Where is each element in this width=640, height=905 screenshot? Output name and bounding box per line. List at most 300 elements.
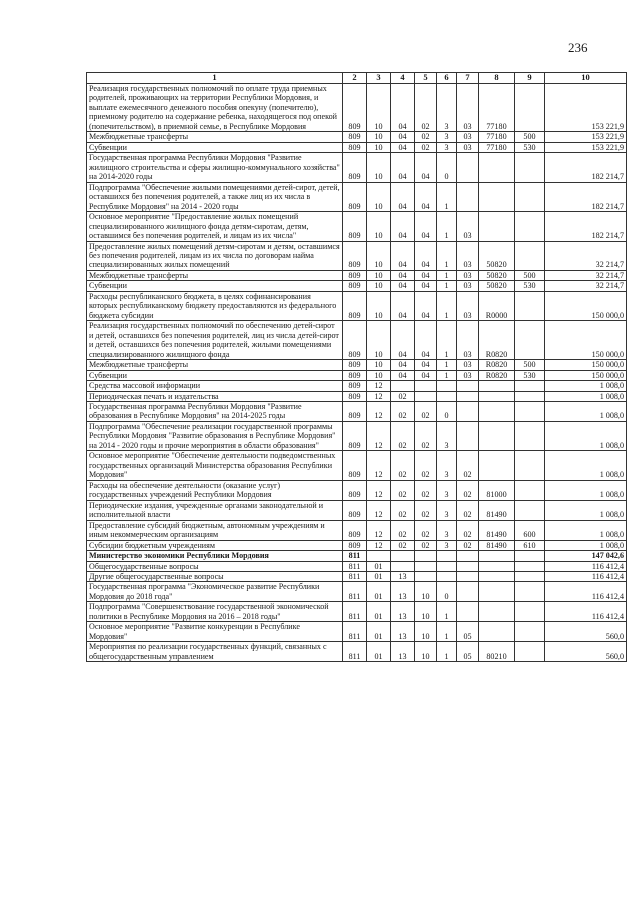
table-row <box>87 281 627 291</box>
subprogram-code-cell: 1 <box>437 642 457 662</box>
row-name-cell: Межбюджетные трансферты <box>87 360 343 370</box>
measure-code-cell <box>457 571 479 581</box>
table-row <box>87 582 627 602</box>
ministry-code-cell: 809 <box>343 182 367 211</box>
program-code-cell: 10 <box>415 642 437 662</box>
measure-code-cell <box>457 551 479 561</box>
header-cell: 2 <box>343 73 367 84</box>
subsection-code-cell: 04 <box>391 370 415 380</box>
subprogram-code-cell: 0 <box>437 402 457 422</box>
section-code-cell: 12 <box>367 421 391 450</box>
subsection-code-cell: 13 <box>391 602 415 622</box>
amount-cell: 153 221,9 <box>545 84 627 132</box>
section-code-cell: 10 <box>367 270 391 280</box>
table-row <box>87 212 627 241</box>
expense-type-code-cell: 500 <box>515 132 545 142</box>
expense-type-code-cell <box>515 602 545 622</box>
direction-code-cell <box>479 153 515 182</box>
section-code-cell: 10 <box>367 153 391 182</box>
header-cell: 9 <box>515 73 545 84</box>
amount-cell: 150 000,0 <box>545 321 627 360</box>
table-row <box>87 132 627 142</box>
subsection-code-cell <box>391 381 415 391</box>
measure-code-cell: 02 <box>457 520 479 540</box>
direction-code-cell: 50820 <box>479 241 515 270</box>
table-row <box>87 142 627 152</box>
direction-code-cell: R0820 <box>479 370 515 380</box>
section-code-cell: 12 <box>367 391 391 401</box>
program-code-cell: 02 <box>415 451 437 480</box>
program-code-cell: 02 <box>415 520 437 540</box>
table-row <box>87 602 627 622</box>
program-code-cell: 04 <box>415 153 437 182</box>
section-code-cell: 10 <box>367 84 391 132</box>
amount-cell: 32 214,7 <box>545 270 627 280</box>
subsection-code-cell: 02 <box>391 421 415 450</box>
amount-cell: 116 412,4 <box>545 582 627 602</box>
program-code-cell: 04 <box>415 321 437 360</box>
direction-code-cell: 50820 <box>479 281 515 291</box>
measure-code-cell <box>457 402 479 422</box>
table-header-row <box>87 73 627 84</box>
subprogram-code-cell: 3 <box>437 520 457 540</box>
expense-type-code-cell: 610 <box>515 540 545 550</box>
expense-type-code-cell <box>515 480 545 500</box>
row-name-cell: Межбюджетные трансферты <box>87 132 343 142</box>
table-row <box>87 451 627 480</box>
amount-cell: 116 412,4 <box>545 571 627 581</box>
table-row <box>87 551 627 561</box>
expense-type-code-cell <box>515 241 545 270</box>
row-name-cell: Субвенции <box>87 281 343 291</box>
table-row <box>87 622 627 642</box>
program-code-cell <box>415 551 437 561</box>
subsection-code-cell: 13 <box>391 622 415 642</box>
table-row <box>87 520 627 540</box>
subprogram-code-cell: 0 <box>437 153 457 182</box>
direction-code-cell: 81490 <box>479 500 515 520</box>
expense-type-code-cell <box>515 84 545 132</box>
measure-code-cell: 03 <box>457 281 479 291</box>
header-cell: 8 <box>479 73 515 84</box>
subprogram-code-cell: 3 <box>437 84 457 132</box>
table-row <box>87 391 627 401</box>
direction-code-cell: R0820 <box>479 360 515 370</box>
program-code-cell: 04 <box>415 270 437 280</box>
ministry-code-cell: 809 <box>343 212 367 241</box>
program-code-cell: 10 <box>415 602 437 622</box>
program-code-cell <box>415 571 437 581</box>
expense-type-code-cell: 500 <box>515 360 545 370</box>
amount-cell: 182 214,7 <box>545 153 627 182</box>
expense-type-code-cell <box>515 642 545 662</box>
direction-code-cell <box>479 582 515 602</box>
direction-code-cell: 81490 <box>479 520 515 540</box>
amount-cell: 560,0 <box>545 642 627 662</box>
row-name-cell: Государственная программа "Экономическое развитие Республики Мордовия до 2018 года" <box>87 582 343 602</box>
measure-code-cell: 03 <box>457 132 479 142</box>
row-name-cell: Периодическая печать и издательства <box>87 391 343 401</box>
row-name-cell: Подпрограмма "Совершенствование государственной экономической политики в Республике Мордовия на 2016 – 2018 годы" <box>87 602 343 622</box>
row-name-cell: Расходы республиканского бюджета, в целях софинансирования которых республиканскому бюджету предоставляются из федерального бюджета субсидии <box>87 291 343 320</box>
expense-type-code-cell <box>515 421 545 450</box>
direction-code-cell: R0000 <box>479 291 515 320</box>
subprogram-code-cell: 3 <box>437 142 457 152</box>
subsection-code-cell: 02 <box>391 500 415 520</box>
direction-code-cell <box>479 421 515 450</box>
expense-type-code-cell <box>515 391 545 401</box>
row-name-cell: Основное мероприятие "Обеспечение деятельности подведомственных государственных организаций Министерства образования Республики Мордовия" <box>87 451 343 480</box>
measure-code-cell: 02 <box>457 500 479 520</box>
subprogram-code-cell: 1 <box>437 281 457 291</box>
row-name-cell: Предоставление жилых помещений детям-сиротам и детям, оставшимся без попечения родителей, лицам из их числа по договорам найма специализированных жилых помещений <box>87 241 343 270</box>
subsection-code-cell: 13 <box>391 582 415 602</box>
row-name-cell: Периодические издания, учрежденные органами законодательной и исполнительной власти <box>87 500 343 520</box>
subsection-code-cell: 04 <box>391 212 415 241</box>
amount-cell: 32 214,7 <box>545 281 627 291</box>
section-code-cell: 10 <box>367 182 391 211</box>
program-code-cell: 10 <box>415 622 437 642</box>
subprogram-code-cell: 3 <box>437 451 457 480</box>
measure-code-cell: 02 <box>457 480 479 500</box>
ministry-code-cell: 809 <box>343 451 367 480</box>
direction-code-cell: 81490 <box>479 540 515 550</box>
amount-cell: 1 008,0 <box>545 402 627 422</box>
header-cell: 7 <box>457 73 479 84</box>
expense-type-code-cell <box>515 622 545 642</box>
direction-code-cell <box>479 391 515 401</box>
ministry-code-cell: 809 <box>343 84 367 132</box>
direction-code-cell: 77180 <box>479 132 515 142</box>
section-code-cell: 01 <box>367 602 391 622</box>
subprogram-code-cell <box>437 551 457 561</box>
expense-type-code-cell <box>515 582 545 602</box>
program-code-cell: 04 <box>415 370 437 380</box>
amount-cell: 150 000,0 <box>545 291 627 320</box>
amount-cell: 182 214,7 <box>545 212 627 241</box>
ministry-code-cell: 809 <box>343 142 367 152</box>
subprogram-code-cell: 0 <box>437 582 457 602</box>
program-code-cell: 02 <box>415 84 437 132</box>
ministry-code-cell: 809 <box>343 500 367 520</box>
program-code-cell: 02 <box>415 421 437 450</box>
ministry-code-cell: 809 <box>343 370 367 380</box>
table-row <box>87 241 627 270</box>
program-code-cell: 02 <box>415 500 437 520</box>
row-name-cell: Реализация государственных полномочий по обеспечению детей-сирот и детей, оставшихся без попечения родителей, лиц из числа детей-сирот и детей, оставшихся без попечения родителей, жилыми помещениями специализированного жилищного фонда <box>87 321 343 360</box>
measure-code-cell: 05 <box>457 642 479 662</box>
row-name-cell: Министерство экономики Республики Мордовия <box>87 551 343 561</box>
section-code-cell: 01 <box>367 582 391 602</box>
section-code-cell: 10 <box>367 241 391 270</box>
subprogram-code-cell: 1 <box>437 241 457 270</box>
subsection-code-cell: 04 <box>391 241 415 270</box>
ministry-code-cell: 809 <box>343 421 367 450</box>
measure-code-cell: 02 <box>457 540 479 550</box>
subprogram-code-cell: 1 <box>437 182 457 211</box>
ministry-code-cell: 809 <box>343 391 367 401</box>
expense-type-code-cell <box>515 291 545 320</box>
subprogram-code-cell: 3 <box>437 540 457 550</box>
row-name-cell: Основное мероприятие "Предоставление жилых помещений специализированного жилищного фонда детям-сиротам, детям, оставшимся без попечения родителей, и лицам из их числа" <box>87 212 343 241</box>
amount-cell: 150 000,0 <box>545 360 627 370</box>
program-code-cell: 02 <box>415 540 437 550</box>
table-row <box>87 270 627 280</box>
amount-cell: 116 412,4 <box>545 561 627 571</box>
measure-code-cell: 03 <box>457 212 479 241</box>
table-row <box>87 540 627 550</box>
ministry-code-cell: 809 <box>343 402 367 422</box>
amount-cell: 1 008,0 <box>545 500 627 520</box>
ministry-code-cell: 811 <box>343 561 367 571</box>
subsection-code-cell: 04 <box>391 153 415 182</box>
expense-type-code-cell: 500 <box>515 270 545 280</box>
row-name-cell: Межбюджетные трансферты <box>87 270 343 280</box>
table-row <box>87 321 627 360</box>
direction-code-cell <box>479 602 515 622</box>
header-cell: 5 <box>415 73 437 84</box>
program-code-cell: 02 <box>415 480 437 500</box>
direction-code-cell <box>479 571 515 581</box>
direction-code-cell: 77180 <box>479 84 515 132</box>
row-name-cell: Расходы на обеспечение деятельности (оказание услуг) государственных учреждений Республики Мордовия <box>87 480 343 500</box>
header-cell: 6 <box>437 73 457 84</box>
budget-table <box>86 72 627 662</box>
program-code-cell <box>415 381 437 391</box>
expense-type-code-cell <box>515 561 545 571</box>
row-name-cell: Государственная программа Республики Мордовия "Развитие жилищного строительства и сферы жилищно-коммунального хозяйства" на 2014-2020 годы <box>87 153 343 182</box>
table-row <box>87 480 627 500</box>
table-row <box>87 561 627 571</box>
section-code-cell: 01 <box>367 571 391 581</box>
subsection-code-cell: 04 <box>391 321 415 360</box>
subsection-code-cell: 13 <box>391 571 415 581</box>
subprogram-code-cell: 1 <box>437 270 457 280</box>
program-code-cell: 04 <box>415 281 437 291</box>
table-row <box>87 421 627 450</box>
expense-type-code-cell <box>515 321 545 360</box>
subprogram-code-cell: 1 <box>437 622 457 642</box>
measure-code-cell: 03 <box>457 241 479 270</box>
expense-type-code-cell <box>515 182 545 211</box>
program-code-cell: 04 <box>415 360 437 370</box>
subprogram-code-cell <box>437 571 457 581</box>
direction-code-cell: 80210 <box>479 642 515 662</box>
program-code-cell: 04 <box>415 212 437 241</box>
ministry-code-cell: 809 <box>343 153 367 182</box>
ministry-code-cell: 809 <box>343 241 367 270</box>
amount-cell: 1 008,0 <box>545 421 627 450</box>
program-code-cell <box>415 391 437 401</box>
ministry-code-cell: 811 <box>343 642 367 662</box>
section-code-cell: 10 <box>367 212 391 241</box>
amount-cell: 116 412,4 <box>545 602 627 622</box>
section-code-cell: 10 <box>367 370 391 380</box>
subprogram-code-cell: 3 <box>437 421 457 450</box>
row-name-cell: Мероприятия по реализации государственных функций, связанных с общегосударственным управлением <box>87 642 343 662</box>
measure-code-cell: 03 <box>457 321 479 360</box>
measure-code-cell <box>457 153 479 182</box>
section-code-cell: 12 <box>367 402 391 422</box>
expense-type-code-cell: 530 <box>515 370 545 380</box>
section-code-cell <box>367 551 391 561</box>
ministry-code-cell: 809 <box>343 540 367 550</box>
row-name-cell: Подпрограмма "Обеспечение реализации государственной программы Республики Мордовия "Развитие образования в Республике Мордовия" на 2014 - 2020 годы и прочие мероприятия в области образования" <box>87 421 343 450</box>
subsection-code-cell: 04 <box>391 84 415 132</box>
ministry-code-cell: 811 <box>343 622 367 642</box>
direction-code-cell <box>479 561 515 571</box>
subsection-code-cell: 13 <box>391 642 415 662</box>
section-code-cell: 10 <box>367 321 391 360</box>
subprogram-code-cell: 1 <box>437 370 457 380</box>
amount-cell: 182 214,7 <box>545 182 627 211</box>
amount-cell: 1 008,0 <box>545 451 627 480</box>
expense-type-code-cell <box>515 451 545 480</box>
ministry-code-cell: 809 <box>343 520 367 540</box>
header-cell: 3 <box>367 73 391 84</box>
row-name-cell: Общегосударственные вопросы <box>87 561 343 571</box>
table-row <box>87 291 627 320</box>
measure-code-cell <box>457 182 479 211</box>
amount-cell: 150 000,0 <box>545 370 627 380</box>
subsection-code-cell: 04 <box>391 132 415 142</box>
ministry-code-cell: 809 <box>343 132 367 142</box>
direction-code-cell <box>479 451 515 480</box>
section-code-cell: 12 <box>367 480 391 500</box>
row-name-cell: Основное мероприятие "Развитие конкуренции в Республике Мордовия" <box>87 622 343 642</box>
amount-cell: 1 008,0 <box>545 381 627 391</box>
section-code-cell: 12 <box>367 520 391 540</box>
row-name-cell: Подпрограмма "Обеспечение жилыми помещениями детей-сирот, детей, оставшихся без попечения родителей, а также лиц из их числа в Республике Мордовия" на 2014 - 2020 годы <box>87 182 343 211</box>
amount-cell: 1 008,0 <box>545 391 627 401</box>
subsection-code-cell: 04 <box>391 360 415 370</box>
ministry-code-cell: 809 <box>343 480 367 500</box>
row-name-cell: Субвенции <box>87 370 343 380</box>
direction-code-cell: 81000 <box>479 480 515 500</box>
subprogram-code-cell: 3 <box>437 132 457 142</box>
measure-code-cell: 03 <box>457 270 479 280</box>
section-code-cell: 12 <box>367 381 391 391</box>
direction-code-cell: 77180 <box>479 142 515 152</box>
table-row <box>87 153 627 182</box>
program-code-cell: 04 <box>415 291 437 320</box>
ministry-code-cell: 809 <box>343 381 367 391</box>
header-cell: 1 <box>87 73 343 84</box>
row-name-cell: Реализация государственных полномочий по оплате труда приемных родителей, проживающих на территории Республики Мордовия, и выплате ежемесячного денежного пособия опекуну (попечителю), приемному родителю на содержание ребенка, находящегося под опекой (попечительством), в приемной семье, в Республике Мордовия <box>87 84 343 132</box>
subprogram-code-cell: 3 <box>437 480 457 500</box>
subprogram-code-cell: 1 <box>437 360 457 370</box>
expense-type-code-cell <box>515 402 545 422</box>
subprogram-code-cell: 1 <box>437 212 457 241</box>
table-row <box>87 402 627 422</box>
expense-type-code-cell <box>515 571 545 581</box>
table-row <box>87 84 627 132</box>
program-code-cell: 04 <box>415 182 437 211</box>
measure-code-cell: 05 <box>457 622 479 642</box>
direction-code-cell <box>479 622 515 642</box>
subsection-code-cell: 02 <box>391 451 415 480</box>
subsection-code-cell: 04 <box>391 281 415 291</box>
subsection-code-cell: 02 <box>391 402 415 422</box>
section-code-cell: 10 <box>367 132 391 142</box>
header-cell: 4 <box>391 73 415 84</box>
amount-cell: 1 008,0 <box>545 520 627 540</box>
table-row <box>87 500 627 520</box>
expense-type-code-cell: 530 <box>515 281 545 291</box>
table-row <box>87 571 627 581</box>
ministry-code-cell: 811 <box>343 582 367 602</box>
subsection-code-cell: 04 <box>391 270 415 280</box>
section-code-cell: 10 <box>367 360 391 370</box>
amount-cell: 1 008,0 <box>545 480 627 500</box>
program-code-cell: 02 <box>415 132 437 142</box>
direction-code-cell: 50820 <box>479 270 515 280</box>
measure-code-cell: 03 <box>457 360 479 370</box>
measure-code-cell <box>457 391 479 401</box>
row-name-cell: Субсидии бюджетным учреждениям <box>87 540 343 550</box>
direction-code-cell <box>479 402 515 422</box>
expense-type-code-cell: 600 <box>515 520 545 540</box>
ministry-code-cell: 809 <box>343 270 367 280</box>
expense-type-code-cell <box>515 381 545 391</box>
amount-cell: 153 221,9 <box>545 132 627 142</box>
expense-type-code-cell <box>515 212 545 241</box>
subsection-code-cell: 02 <box>391 480 415 500</box>
ministry-code-cell: 811 <box>343 571 367 581</box>
section-code-cell: 12 <box>367 451 391 480</box>
subsection-code-cell: 04 <box>391 142 415 152</box>
ministry-code-cell: 811 <box>343 551 367 561</box>
page-number: 236 <box>568 40 588 55</box>
row-name-cell: Государственная программа Республики Мордовия "Развитие образования в Республике Мордовия" на 2014-2025 годы <box>87 402 343 422</box>
subprogram-code-cell: 1 <box>437 602 457 622</box>
measure-code-cell: 03 <box>457 370 479 380</box>
header-cell: 10 <box>545 73 627 84</box>
measure-code-cell <box>457 602 479 622</box>
section-code-cell: 01 <box>367 622 391 642</box>
program-code-cell: 02 <box>415 402 437 422</box>
section-code-cell: 01 <box>367 561 391 571</box>
table-row <box>87 370 627 380</box>
ministry-code-cell: 811 <box>343 602 367 622</box>
subsection-code-cell: 02 <box>391 391 415 401</box>
expense-type-code-cell: 530 <box>515 142 545 152</box>
amount-cell: 153 221,9 <box>545 142 627 152</box>
amount-cell: 32 214,7 <box>545 241 627 270</box>
direction-code-cell <box>479 551 515 561</box>
subprogram-code-cell <box>437 391 457 401</box>
subprogram-code-cell: 1 <box>437 291 457 320</box>
measure-code-cell <box>457 381 479 391</box>
section-code-cell: 12 <box>367 540 391 550</box>
amount-cell: 147 042,6 <box>545 551 627 561</box>
table-row <box>87 360 627 370</box>
section-code-cell: 10 <box>367 291 391 320</box>
ministry-code-cell: 809 <box>343 321 367 360</box>
table-row <box>87 182 627 211</box>
direction-code-cell: R0820 <box>479 321 515 360</box>
subsection-code-cell: 02 <box>391 540 415 550</box>
section-code-cell: 12 <box>367 500 391 520</box>
section-code-cell: 01 <box>367 642 391 662</box>
subsection-code-cell <box>391 561 415 571</box>
row-name-cell: Предоставление субсидий бюджетным, автономным учреждениям и иным некоммерческим организациям <box>87 520 343 540</box>
program-code-cell: 10 <box>415 582 437 602</box>
direction-code-cell <box>479 212 515 241</box>
direction-code-cell <box>479 381 515 391</box>
measure-code-cell <box>457 582 479 602</box>
subprogram-code-cell: 1 <box>437 321 457 360</box>
